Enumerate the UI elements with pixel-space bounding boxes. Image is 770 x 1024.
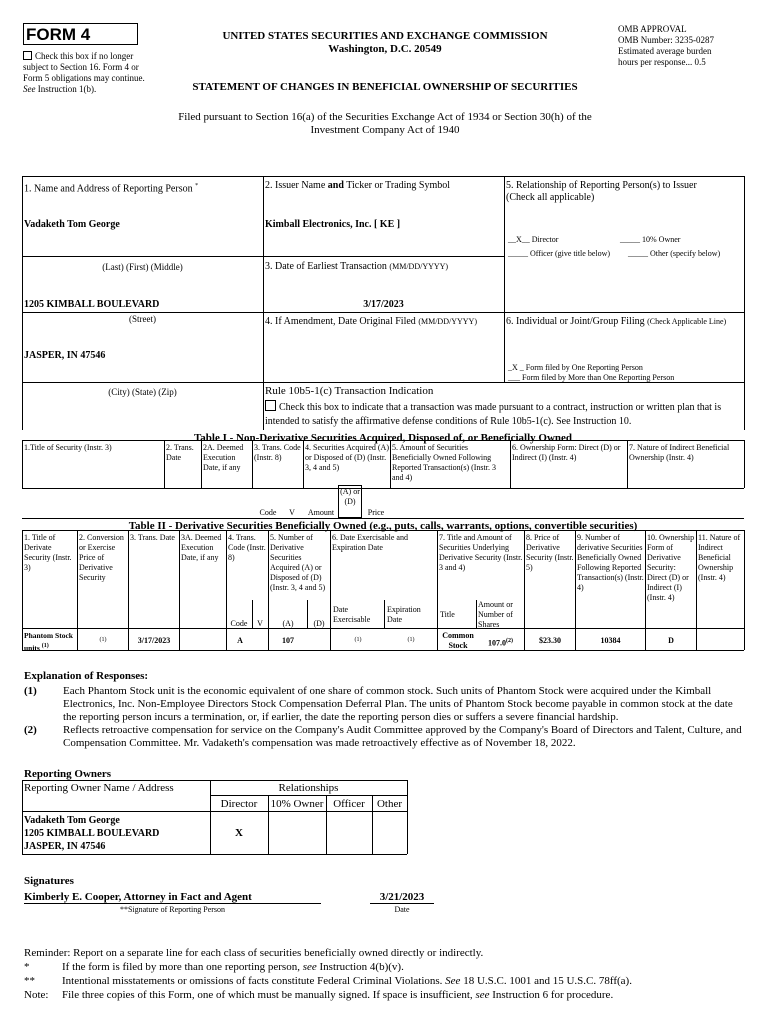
footer-star1-text: If the form is filed by more than one reporting person, see Instruction 4(b)(v). — [62, 961, 404, 973]
t2-sub-v: V — [257, 619, 263, 628]
t2-h6: 6. Date Exercisable and Expiration Date — [332, 533, 408, 552]
owners-col-ten: 10% Owner — [270, 798, 324, 810]
t1-vl-d — [252, 440, 253, 488]
t2-row-amount-a: 107 — [282, 636, 294, 645]
table2-top — [22, 530, 744, 531]
box5-label: 5. Relationship of Reporting Person(s) to Issuer (Check all applicable) — [506, 180, 697, 203]
omb-approval: OMB APPROVAL OMB Number: 3235-0287 Estimated average burden hours per response... 0.5 — [618, 24, 714, 67]
statement-title: STATEMENT OF CHANGES IN BENEFICIAL OWNERSHIP OF SECURITIES — [192, 81, 578, 93]
t1-vl-i — [744, 440, 745, 488]
t1-sub-code: Code — [259, 508, 277, 517]
t2-sub-amount: Amount or Number of Shares — [478, 600, 513, 629]
box4-label: 4. If Amendment, Date Original Filed (MM/DD/YYYY) — [265, 316, 477, 327]
t2-sub-vl-amount — [476, 600, 477, 628]
t2-row-shares: 107.0$^{(2)}$ — [488, 638, 513, 648]
owners-rel-line — [210, 795, 407, 796]
t2-sub-title: Title — [440, 610, 455, 619]
t1-vl-h — [627, 440, 628, 488]
city-hint: (City) (State) (Zip) — [108, 387, 177, 397]
agency-name: UNITED STATES SECURITIES AND EXCHANGE COMMISSION — [222, 30, 548, 42]
rule-text: Check this box to indicate that a transaction was made pursuant to a contract, instruction or written plan that is intended to satisfy the affirmative defense conditions of Rule 10b5-1(c). See Instruction 10. — [265, 402, 722, 427]
t2-sub-d: (D) — [313, 619, 325, 628]
t2-h2: 2. Conversion or Exercise Price of Derivative Security — [79, 533, 124, 582]
owners-header-bottom — [22, 811, 407, 812]
t2-row-conversion: (1) — [99, 637, 107, 643]
t2-vl-13 — [744, 530, 745, 650]
director-option[interactable]: __X__ Director — [508, 235, 559, 244]
t2-vl-1 — [22, 530, 23, 650]
explanation-num-1: (1) — [24, 685, 37, 697]
t2-h10: 10. Ownership Form of Derivative Security: Direct (D) or Indirect (I) (Instr. 4) — [647, 533, 695, 602]
no-longer-subject-checkbox-text: Check this box if no longer subject to Section 16. Form 4 or Form 5 obligations may continue. See Instruction 1(b). — [23, 51, 145, 94]
t2-sub-expiration: Expiration Date — [387, 605, 421, 624]
t2-row-expiration: (1) — [407, 637, 415, 643]
t2-row-title: Common Stock — [442, 631, 474, 650]
owners-col-rel: Relationships — [278, 782, 339, 794]
rule-10b5-1-checkbox[interactable] — [265, 400, 276, 411]
one-person-option[interactable]: _X _ Form filed by One Reporting Person — [508, 363, 643, 372]
earliest-transaction-date: 3/17/2023 — [363, 299, 404, 310]
no-longer-subject-checkbox[interactable] — [23, 51, 32, 60]
t1-sub-price: Price — [367, 508, 385, 517]
owners-col-other: Other — [376, 798, 403, 810]
t2-vl-4 — [179, 530, 180, 650]
box2-divider — [263, 256, 504, 257]
grid-top-line — [22, 176, 744, 177]
t2-h11: 11. Nature of Indirect Beneficial Ownership (Instr. 4) — [698, 533, 741, 582]
grid-right-mid-line — [504, 176, 505, 382]
t2-vl-3 — [128, 530, 129, 650]
owners-vl-1 — [22, 780, 23, 854]
t2-row-code: A — [237, 636, 243, 645]
explanation-title: Explanation of Responses: — [24, 670, 149, 682]
t2-row-owned: 10384 — [600, 636, 621, 645]
t2-sub-code: Code — [230, 619, 248, 628]
t1-vl-g — [510, 440, 511, 488]
table2-title: Table II - Derivative Securities Beneficially Owned (e.g., puts, calls, warrants, options, convertible securities) — [128, 520, 638, 532]
box2-label: 2. Issuer Name and Ticker or Trading Symbol — [265, 180, 451, 191]
t1-vl-b — [164, 440, 165, 488]
issuer-name: Kimball Electronics, Inc. [ KE ] — [265, 219, 401, 230]
t2-h7: 7. Title and Amount of Securities Underlying Derivative Security (Instr. 3 and 4) — [439, 533, 523, 572]
t2-vl-5 — [226, 530, 227, 650]
t2-vl-12 — [696, 530, 697, 650]
t2-h5: 5. Number of Derivative Securities Acquired (A) or Disposed of (D) (Instr. 3, 4 and 5) — [270, 533, 326, 592]
signatures-title: Signatures — [24, 875, 74, 887]
t1-h3: 3. Trans. Code (Instr. 8) — [254, 443, 301, 462]
table1-bottom — [22, 518, 744, 519]
owners-bottom — [22, 854, 407, 855]
t2-vl-11 — [645, 530, 646, 650]
t2-vl-10 — [575, 530, 576, 650]
table2-bottom — [22, 650, 744, 651]
signature-date: 3/21/2023 — [379, 891, 425, 903]
table1-top — [22, 440, 744, 441]
t2-vl-8 — [437, 530, 438, 650]
t1-vl-f — [390, 440, 391, 488]
grid-right-line — [744, 176, 745, 430]
signature-line — [24, 903, 321, 904]
box1-city-divider — [22, 382, 263, 383]
t1-h6: 6. Ownership Form: Direct (D) or Indirect (I) (Instr. 4) — [512, 443, 621, 462]
owners-col-name: Reporting Owner Name / Address — [24, 782, 174, 794]
footer-note: Note: — [24, 989, 49, 1001]
date-caption: Date — [394, 905, 410, 914]
t1-h2: 2. Trans. Date — [166, 443, 194, 462]
grid-left-line — [22, 176, 23, 430]
t2-vl-6 — [268, 530, 269, 650]
t1-h5: 5. Amount of Securities Beneficially Owned Following Reported Transaction(s) (Instr. 3 and 4) — [392, 443, 496, 482]
owners-col-director: Director — [220, 798, 258, 810]
t1-vl-a — [22, 440, 23, 488]
date-line — [370, 903, 434, 904]
ten-pct-owner-option[interactable]: _____ 10% Owner — [620, 235, 681, 244]
explanation-num-2: (2) — [24, 724, 37, 736]
owner-director-mark: X — [235, 827, 243, 839]
t2-sub-exercisable: Date Exercisable — [333, 605, 371, 624]
reporting-person-city: JASPER, IN 47546 — [24, 350, 106, 361]
owners-title: Reporting Owners — [24, 768, 112, 780]
box1-label: 1. Name and Address of Reporting Person * — [24, 183, 199, 195]
t1-h7: 7. Nature of Indirect Beneficial Ownership (Instr. 4) — [629, 443, 730, 462]
t2-row-date: 3/17/2023 — [137, 636, 171, 645]
reminder: Reminder: Report on a separate line for each class of securities beneficially owned directly or indirectly. — [24, 947, 484, 959]
footer-star2: ** — [24, 975, 35, 987]
owners-vl-6 — [407, 780, 408, 854]
filed-pursuant: Filed pursuant to Section 16(a) of the Securities Exchange Act of 1934 or Section 30(h) of the Investment Company Act of 1940 — [178, 111, 592, 136]
t2-h9: 9. Number of derivative Securities Beneficially Owned Following Reported Transaction(s) (Instr. 4) — [577, 533, 644, 592]
table2-header-bottom — [22, 628, 744, 629]
owner-name-address: Vadaketh Tom George 1205 KIMBALL BOULEVARD JASPER, IN 47546 — [24, 815, 160, 852]
explanation-text-1: Each Phantom Stock unit is the economic equivalent of one share of common stock. Such units of Phantom Stock were acquired under the Kimball Electronics, Inc. Non-Employee Directors Stock Compensation Deferral Plan. The units of Phantom Stock become payable in common stock at the date the reporting person incurs a termination, or, if earlier, the date the reporting person dies or suffers a severe financial hardship. — [63, 685, 733, 723]
t2-row-price: $23.30 — [539, 636, 561, 645]
footer-note-text: File three copies of this Form, one of which must be manually signed. If space is insufficient, see Instruction 6 for procedure. — [62, 989, 614, 1001]
form-label: FORM 4 — [26, 25, 91, 44]
t2-vl-9 — [524, 530, 525, 650]
t1-h4: 4. Securities Acquired (A) or Disposed of (D) (Instr. 3, 4 and 5) — [305, 443, 389, 472]
t1-h1: 1.Title of Security (Instr. 3) — [24, 443, 112, 452]
t1-sub-amount: Amount — [307, 508, 335, 517]
t1-sub-v: V — [289, 508, 295, 517]
t2-h4: 4. Trans. Code (Instr. 8) — [228, 533, 266, 562]
reporting-person-name: Vadaketh Tom George — [24, 219, 120, 230]
t2-vl-7 — [330, 530, 331, 650]
t2-h8: 8. Price of Derivative Security (Instr. 5) — [526, 533, 574, 572]
owners-col-officer: Officer — [333, 798, 365, 810]
t2-sub-vl-exp — [384, 600, 385, 628]
t2-row-exercisable: (1) — [354, 637, 362, 643]
t2-sub-a: (A) — [282, 619, 294, 628]
t2-row-form: D — [668, 636, 674, 645]
t1-h2a: 2A. Deemed Execution Date, if any — [203, 443, 244, 472]
t2-row-security: Phantom Stock units $^{(1)}$ — [24, 631, 73, 653]
box3-divider — [263, 312, 744, 313]
t2-h3a: 3A. Deemed Execution Date, if any — [181, 533, 222, 562]
signer-name: Kimberly E. Cooper, Attorney in Fact and Agent — [24, 891, 252, 903]
agency-city: Washington, D.C. 20549 — [328, 43, 442, 55]
t2-h3: 3. Trans. Date — [130, 533, 175, 542]
box3-label: 3. Date of Earliest Transaction (MM/DD/YYYY) — [265, 261, 449, 272]
explanation-text-2: Reflects retroactive compensation for service on the Company's Audit Committee approved by the Company's Board of Directors and Talent, Culture, and Compensation Committee. Mr. Vadaketh's compensation was made retroactively effective as of November 18, 2022. — [63, 724, 742, 749]
other-option[interactable]: _____ Other (specify below) — [628, 249, 721, 258]
owners-top — [22, 780, 407, 781]
grid-mid-line — [263, 176, 264, 430]
table1-title: Table I - Non-Derivative Securities Acquired, Disposed of, or Beneficially Owned — [193, 432, 573, 444]
box1-street-divider — [22, 312, 263, 313]
t1-vl-e — [303, 440, 304, 488]
footer-star1: * — [24, 961, 30, 973]
box6-label: 6. Individual or Joint/Group Filing (Check Applicable Line) — [506, 316, 727, 327]
rule-title: Rule 10b5-1(c) Transaction Indication — [265, 385, 434, 397]
t1-vl-c — [201, 440, 202, 488]
street-hint: (Street) — [129, 314, 156, 324]
box1-name-divider — [22, 256, 263, 257]
name-hint: (Last) (First) (Middle) — [102, 262, 183, 272]
table1-header-bottom — [22, 488, 744, 489]
t1-sub-aord: (A) or (D) — [340, 487, 360, 506]
reporting-person-street: 1205 KIMBALL BOULEVARD — [24, 299, 160, 310]
footer-star2-text: Intentional misstatements or omissions of facts constitute Federal Criminal Violations. See 18 U.S.C. 1001 and 15 U.S.C. 78ff(a). — [62, 975, 632, 987]
signature-caption: **Signature of Reporting Person — [119, 905, 226, 914]
t2-h1: 1. Title of Derivate Security (Instr. 3) — [24, 533, 72, 572]
officer-option[interactable]: _____ Officer (give title below) — [508, 249, 611, 258]
multi-person-option[interactable]: ___ Form filed by More than One Reporting Person — [508, 373, 675, 382]
